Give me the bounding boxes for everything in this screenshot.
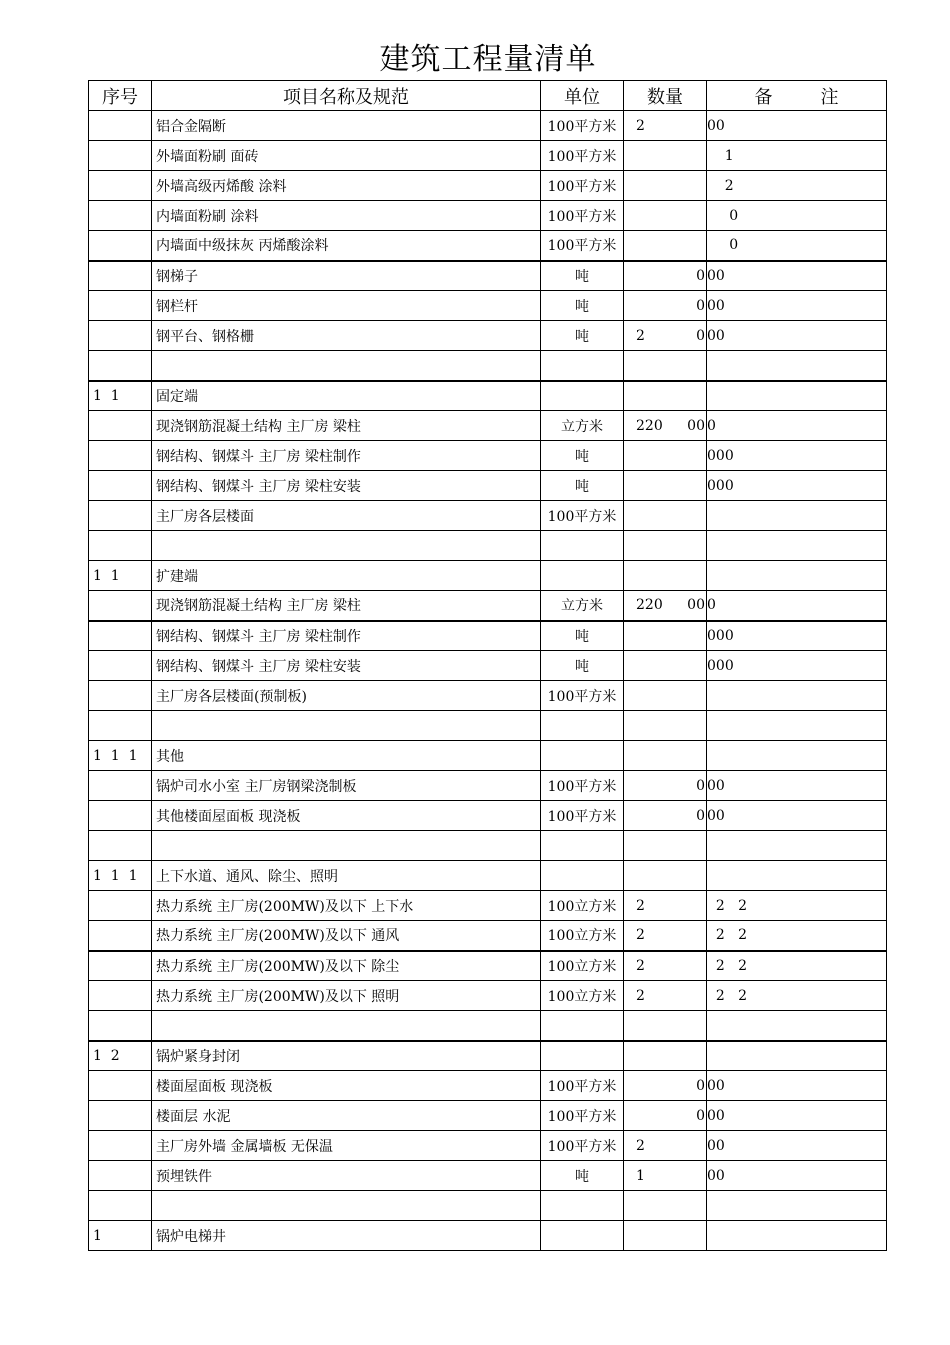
table-row (89, 891, 887, 921)
row-name: 扩建端 (152, 561, 541, 591)
row-note-text: 00 (707, 1077, 725, 1094)
row-unit (541, 1221, 624, 1251)
row-qty (624, 1071, 707, 1101)
row-qty (624, 801, 707, 831)
table-row (89, 741, 887, 771)
table-row (89, 501, 887, 531)
row-note (707, 1161, 887, 1191)
row-seq (89, 411, 152, 441)
row-note (707, 381, 887, 411)
row-note (707, 681, 887, 711)
row-unit (541, 831, 624, 861)
row-name (152, 1191, 541, 1221)
row-name: 内墙面粉刷 涂料 (152, 201, 541, 231)
row-unit (541, 1041, 624, 1071)
row-unit: 吨 (541, 441, 624, 471)
row-note (707, 441, 887, 471)
table-row (89, 201, 887, 231)
row-qty (624, 861, 707, 891)
row-name (152, 531, 541, 561)
row-seq (89, 531, 152, 561)
row-unit (541, 861, 624, 891)
row-qty (624, 141, 707, 171)
row-seq (89, 171, 152, 201)
row-name: 内墙面中级抹灰 丙烯酸涂料 (152, 231, 541, 261)
row-note (707, 1011, 887, 1041)
row-name: 热力系统 主厂房(200MW)及以下 照明 (152, 981, 541, 1011)
row-name: 其他 (152, 741, 541, 771)
table-row (89, 711, 887, 741)
row-qty: 2 (624, 951, 707, 981)
row-unit: 100平方米 (541, 231, 624, 261)
row-note-text: 2 2 (707, 927, 748, 944)
row-note (696, 291, 887, 321)
row-qty: 1 (624, 1161, 707, 1191)
row-note (707, 831, 887, 861)
row-unit: 100平方米 (541, 681, 624, 711)
table-row (89, 1101, 887, 1131)
row-note (707, 1191, 887, 1221)
row-note-text: 0 (707, 417, 716, 434)
row-unit: 100平方米 (541, 501, 624, 531)
row-note (707, 1131, 887, 1161)
row-note-text: 00 (707, 327, 725, 344)
row-name: 锅炉紧身封闭 (152, 1041, 541, 1071)
row-seq (89, 681, 152, 711)
row-note-text: 2 (707, 177, 734, 194)
row-note-text: 2 2 (707, 957, 748, 974)
row-unit (541, 711, 624, 741)
row-note (707, 201, 887, 231)
row-note-text: 0 (707, 597, 716, 614)
row-note-prefix: 0 (696, 1077, 705, 1094)
header-note-1: 备 (754, 86, 773, 108)
row-seq (89, 471, 152, 501)
table-row (89, 1221, 887, 1251)
row-seq (89, 951, 152, 981)
row-name: 热力系统 主厂房(200MW)及以下 除尘 (152, 951, 541, 981)
row-note-text: 2 2 (707, 897, 748, 914)
row-unit: 吨 (541, 471, 624, 501)
row-seq (89, 921, 152, 951)
row-note (707, 621, 887, 651)
row-name: 外墙面粉刷 面砖 (152, 141, 541, 171)
row-name: 其他楼面屋面板 现浇板 (152, 801, 541, 831)
row-note-text: 00 (707, 267, 725, 284)
row-unit: 立方米 (541, 591, 624, 621)
row-note (707, 921, 887, 951)
row-seq (89, 441, 152, 471)
row-qty (624, 471, 707, 501)
row-note (707, 561, 887, 591)
row-seq (89, 321, 152, 351)
table-row (89, 321, 887, 351)
row-qty: 2 (624, 321, 707, 351)
row-unit (541, 351, 624, 381)
row-note (707, 951, 887, 981)
table-row (89, 1041, 887, 1071)
row-qty (624, 561, 707, 591)
table-row (89, 771, 887, 801)
row-qty (624, 261, 707, 291)
row-name (152, 711, 541, 741)
row-note-prefix: 0 (696, 267, 705, 284)
table-row (89, 681, 887, 711)
row-note-text: 00 (707, 297, 725, 314)
row-qty: 2 (624, 921, 707, 951)
row-seq (89, 201, 152, 231)
row-name (152, 831, 541, 861)
row-unit: 100立方米 (541, 891, 624, 921)
row-qty (624, 711, 707, 741)
table-row (89, 1191, 887, 1221)
row-note-prefix: 00 (687, 597, 705, 614)
row-seq (89, 621, 152, 651)
row-note-text: 00 (707, 777, 725, 794)
row-note-text: 000 (707, 447, 734, 464)
row-note (696, 321, 887, 351)
row-note-text: 2 2 (707, 987, 748, 1004)
row-qty: 2 (624, 111, 707, 141)
row-name: 热力系统 主厂房(200MW)及以下 上下水 (152, 891, 541, 921)
row-seq (89, 501, 152, 531)
row-name: 上下水道、通风、除尘、照明 (152, 861, 541, 891)
row-name: 钢结构、钢煤斗 主厂房 梁柱安装 (152, 651, 541, 681)
table-row (89, 351, 887, 381)
row-seq: 1 1 1 (89, 741, 152, 771)
row-name: 钢梯子 (152, 261, 541, 291)
row-name: 钢结构、钢煤斗 主厂房 梁柱安装 (152, 471, 541, 501)
table-row (89, 471, 887, 501)
table-row (89, 411, 887, 441)
row-name: 锅炉司水小室 主厂房钢梁浇制板 (152, 771, 541, 801)
row-seq: 1 1 (89, 561, 152, 591)
row-name: 主厂房外墙 金属墙板 无保温 (152, 1131, 541, 1161)
row-note (707, 231, 887, 261)
row-qty (624, 1191, 707, 1221)
header-seq: 序号 (89, 81, 152, 111)
row-unit: 100平方米 (541, 771, 624, 801)
row-note-prefix: 0 (696, 807, 705, 824)
row-note-text: 000 (707, 477, 734, 494)
row-note-text: 1 (707, 147, 734, 164)
row-unit: 吨 (541, 261, 624, 291)
table-row (89, 591, 887, 621)
row-name (152, 351, 541, 381)
table-row (89, 831, 887, 861)
row-note (707, 351, 887, 381)
row-name: 锅炉电梯井 (152, 1221, 541, 1251)
row-name: 铝合金隔断 (152, 111, 541, 141)
row-qty (624, 1041, 707, 1071)
table-row (89, 801, 887, 831)
row-unit: 100平方米 (541, 111, 624, 141)
table-row (89, 1071, 887, 1101)
row-name: 现浇钢筋混凝土结构 主厂房 梁柱 (152, 411, 541, 441)
row-unit: 立方米 (541, 411, 624, 441)
row-note (707, 111, 887, 141)
row-name: 楼面屋面板 现浇板 (152, 1071, 541, 1101)
row-qty (624, 531, 707, 561)
row-seq (89, 711, 152, 741)
row-seq (89, 981, 152, 1011)
row-qty (624, 291, 707, 321)
row-seq (89, 1161, 152, 1191)
row-unit: 100立方米 (541, 921, 624, 951)
table-row (89, 861, 887, 891)
table-row (89, 261, 887, 291)
row-seq (89, 291, 152, 321)
table-row (89, 651, 887, 681)
row-note (707, 711, 887, 741)
row-unit: 100立方米 (541, 951, 624, 981)
row-note (696, 801, 887, 831)
row-note-text: 0 (707, 207, 739, 224)
row-qty (624, 201, 707, 231)
row-note-text: 0 (707, 237, 739, 254)
table-row (89, 921, 887, 951)
table-row (89, 141, 887, 171)
header-note (707, 81, 887, 111)
row-unit: 100平方米 (541, 801, 624, 831)
page-title: 建筑工程量清单 (379, 42, 597, 77)
row-qty (624, 351, 707, 381)
row-seq: 1 2 (89, 1041, 152, 1071)
row-unit (541, 1011, 624, 1041)
table-row (89, 1131, 887, 1161)
row-note-text: 00 (707, 1107, 725, 1124)
row-seq (89, 1071, 152, 1101)
table-row (89, 1011, 887, 1041)
row-seq (89, 801, 152, 831)
row-qty (624, 831, 707, 861)
row-name: 钢栏杆 (152, 291, 541, 321)
table-row (89, 951, 887, 981)
row-note (707, 141, 887, 171)
table-row (89, 381, 887, 411)
row-seq (89, 1131, 152, 1161)
row-name: 固定端 (152, 381, 541, 411)
row-seq: 1 1 (89, 381, 152, 411)
row-seq (89, 141, 152, 171)
row-note (707, 501, 887, 531)
row-qty (624, 651, 707, 681)
row-note-prefix: 0 (696, 327, 705, 344)
row-qty: 2 (624, 981, 707, 1011)
row-note-text: 00 (707, 1167, 725, 1184)
row-qty: 220 (624, 411, 707, 441)
row-seq (89, 1011, 152, 1041)
row-name: 现浇钢筋混凝土结构 主厂房 梁柱 (152, 591, 541, 621)
table-row (89, 441, 887, 471)
row-note-prefix: 00 (687, 417, 705, 434)
row-name (152, 1011, 541, 1041)
row-unit (541, 561, 624, 591)
table-row (89, 621, 887, 651)
row-qty (624, 741, 707, 771)
table-row (89, 531, 887, 561)
row-name: 楼面层 水泥 (152, 1101, 541, 1131)
row-qty: 220 (624, 591, 707, 621)
row-note (707, 981, 887, 1011)
row-qty (624, 441, 707, 471)
row-qty (624, 381, 707, 411)
table-body (89, 111, 887, 1251)
row-note (687, 411, 887, 441)
row-unit: 吨 (541, 621, 624, 651)
row-name: 预埋铁件 (152, 1161, 541, 1191)
row-name: 钢结构、钢煤斗 主厂房 梁柱制作 (152, 441, 541, 471)
table-row (89, 171, 887, 201)
table-row (89, 231, 887, 261)
table-row (89, 981, 887, 1011)
header-qty: 数量 (624, 81, 707, 111)
row-unit: 吨 (541, 321, 624, 351)
row-unit: 100平方米 (541, 1101, 624, 1131)
row-note (696, 261, 887, 291)
row-unit: 100平方米 (541, 171, 624, 201)
row-seq (89, 891, 152, 921)
header-name: 项目名称及规范 (152, 81, 541, 111)
row-note (707, 861, 887, 891)
header-row (89, 81, 887, 111)
row-note-prefix: 0 (696, 777, 705, 794)
row-seq (89, 111, 152, 141)
row-qty: 2 (624, 891, 707, 921)
row-qty (624, 1101, 707, 1131)
row-unit: 100平方米 (541, 201, 624, 231)
row-note (707, 531, 887, 561)
row-name: 钢结构、钢煤斗 主厂房 梁柱制作 (152, 621, 541, 651)
header-unit: 单位 (541, 81, 624, 111)
row-unit (541, 741, 624, 771)
row-note (707, 471, 887, 501)
row-seq (89, 1101, 152, 1131)
row-note (707, 741, 887, 771)
table-row (89, 1161, 887, 1191)
row-note-prefix: 0 (696, 297, 705, 314)
table-row (89, 291, 887, 321)
table-row (89, 111, 887, 141)
row-seq (89, 351, 152, 381)
row-qty (624, 231, 707, 261)
row-qty (624, 1221, 707, 1251)
row-seq: 1 1 1 (89, 861, 152, 891)
row-name: 主厂房各层楼面 (152, 501, 541, 531)
row-unit: 100平方米 (541, 141, 624, 171)
row-note-prefix: 0 (696, 1107, 705, 1124)
row-unit: 100平方米 (541, 1131, 624, 1161)
row-seq (89, 771, 152, 801)
row-unit: 100平方米 (541, 1071, 624, 1101)
row-note-text: 00 (707, 117, 725, 134)
row-unit: 吨 (541, 1161, 624, 1191)
row-unit: 吨 (541, 651, 624, 681)
row-note (696, 1071, 887, 1101)
row-note (707, 171, 887, 201)
row-seq (89, 231, 152, 261)
table-row (89, 561, 887, 591)
row-qty: 2 (624, 1131, 707, 1161)
row-note-text: 000 (707, 627, 734, 644)
row-unit: 100立方米 (541, 981, 624, 1011)
row-note (696, 1101, 887, 1131)
row-qty (624, 1011, 707, 1041)
row-name: 外墙高级丙烯酸 涂料 (152, 171, 541, 201)
row-unit (541, 381, 624, 411)
row-seq (89, 261, 152, 291)
row-seq (89, 591, 152, 621)
quantity-table (88, 80, 887, 1251)
row-note (687, 591, 887, 621)
row-note (707, 891, 887, 921)
row-note (707, 1221, 887, 1251)
row-seq: 1 (89, 1221, 152, 1251)
row-qty (624, 171, 707, 201)
row-name: 热力系统 主厂房(200MW)及以下 通风 (152, 921, 541, 951)
row-qty (624, 501, 707, 531)
row-seq (89, 651, 152, 681)
row-name: 主厂房各层楼面(预制板) (152, 681, 541, 711)
row-note (707, 651, 887, 681)
row-qty (624, 771, 707, 801)
row-seq (89, 1191, 152, 1221)
row-note-text: 000 (707, 657, 734, 674)
row-note (696, 771, 887, 801)
row-unit (541, 531, 624, 561)
row-name: 钢平台、钢格栅 (152, 321, 541, 351)
header-note-2: 注 (820, 86, 839, 108)
row-qty (624, 681, 707, 711)
row-unit (541, 1191, 624, 1221)
row-note (707, 1041, 887, 1071)
row-note-text: 00 (707, 807, 725, 824)
row-seq (89, 831, 152, 861)
row-unit: 吨 (541, 291, 624, 321)
row-note-text: 00 (707, 1137, 725, 1154)
row-qty (624, 621, 707, 651)
